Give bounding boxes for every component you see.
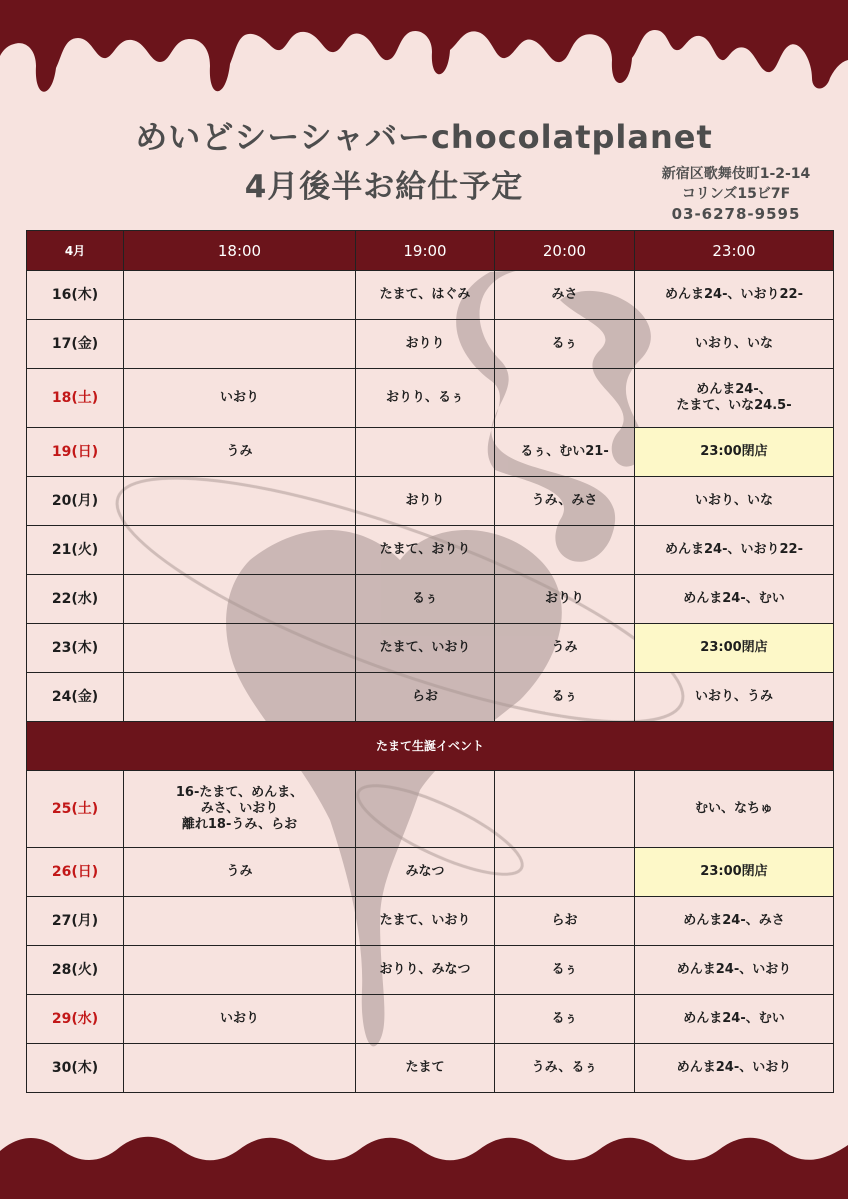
shift-cell-19: たまて、おりり (356, 526, 495, 575)
table-row (27, 771, 834, 848)
day-cell: 29(水) (27, 995, 124, 1044)
shift-cell-19: らお (356, 673, 495, 722)
shift-cell-18 (124, 624, 356, 673)
table-row (27, 271, 834, 320)
shift-cell-20 (495, 848, 635, 897)
shift-cell-20: るぅ (495, 946, 635, 995)
table-header-row (27, 231, 834, 271)
shift-cell-18 (124, 673, 356, 722)
shift-cell-23: めんま24-、みさ (635, 897, 834, 946)
shift-cell-20: るぅ (495, 673, 635, 722)
shift-cell-20: うみ、るぅ (495, 1044, 635, 1093)
column-header-19: 19:00 (356, 231, 495, 271)
day-cell: 24(金) (27, 673, 124, 722)
schedule-title: 4月後半お給仕予定 (244, 169, 524, 205)
shift-cell-19: みなつ (356, 848, 495, 897)
shift-cell-19 (356, 771, 495, 848)
shift-cell-18: いおり (124, 369, 356, 428)
shift-cell-18 (124, 477, 356, 526)
day-cell: 26(日) (27, 848, 124, 897)
shift-cell-20: らお (495, 897, 635, 946)
day-cell: 18(土) (27, 369, 124, 428)
event-banner-row (27, 722, 834, 771)
shift-cell-23: めんま24-、いおり (635, 946, 834, 995)
shift-cell-19: るぅ (356, 575, 495, 624)
shift-cell-18: いおり (124, 995, 356, 1044)
shift-cell-23: めんま24-、むい (635, 575, 834, 624)
table-row (27, 575, 834, 624)
table-row (27, 320, 834, 369)
shift-cell-23: めんま24-、いおり22- (635, 526, 834, 575)
shift-cell-23: 23:00閉店 (635, 428, 834, 477)
shift-cell-20: みさ (495, 271, 635, 320)
shift-schedule-table (26, 230, 834, 1093)
shift-cell-18 (124, 526, 356, 575)
shift-cell-19: おりり (356, 320, 495, 369)
shift-cell-20 (495, 771, 635, 848)
shift-cell-23: 23:00閉店 (635, 848, 834, 897)
column-header-18: 18:00 (124, 231, 356, 271)
shift-cell-23: むい、なちゅ (635, 771, 834, 848)
shift-cell-19: たまて、いおり (356, 897, 495, 946)
shift-cell-20: るぅ (495, 995, 635, 1044)
day-cell: 20(月) (27, 477, 124, 526)
shift-cell-19: おりり、みなつ (356, 946, 495, 995)
shift-cell-23: いおり、いな (635, 320, 834, 369)
column-header-20: 20:00 (495, 231, 635, 271)
shift-cell-19: たまて、いおり (356, 624, 495, 673)
building-line: コリンズ15ビ7F (681, 186, 791, 202)
shift-cell-19 (356, 995, 495, 1044)
chocolate-wave-bottom (0, 1129, 848, 1199)
day-cell: 27(月) (27, 897, 124, 946)
table-row (27, 848, 834, 897)
shift-cell-23: めんま24-、いおり (635, 1044, 834, 1093)
shift-cell-23: 23:00閉店 (635, 624, 834, 673)
shift-cell-19: おりり (356, 477, 495, 526)
shift-cell-20 (495, 369, 635, 428)
shift-cell-18 (124, 946, 356, 995)
table-row (27, 369, 834, 428)
shift-cell-18 (124, 271, 356, 320)
day-cell: 23(木) (27, 624, 124, 673)
phone-number: 03-6278-9595 (671, 205, 801, 223)
shift-cell-20: うみ (495, 624, 635, 673)
shift-cell-20: るぅ (495, 320, 635, 369)
event-banner: たまて生誕イベント (27, 722, 834, 771)
table-row (27, 995, 834, 1044)
shift-cell-23: めんま24-、むい (635, 995, 834, 1044)
shift-cell-18: うみ (124, 848, 356, 897)
shift-cell-19: たまて、はぐみ (356, 271, 495, 320)
day-cell: 21(火) (27, 526, 124, 575)
shop-title: めいどシーシャバーchocolatplanet (135, 118, 713, 156)
shift-cell-23: めんま24-、 たまて、いな24.5- (635, 369, 834, 428)
shift-cell-19: たまて (356, 1044, 495, 1093)
shift-cell-18 (124, 575, 356, 624)
table-row (27, 897, 834, 946)
day-cell: 16(木) (27, 271, 124, 320)
table-row (27, 526, 834, 575)
day-cell: 25(土) (27, 771, 124, 848)
table-row (27, 1044, 834, 1093)
table-row (27, 624, 834, 673)
shift-cell-23: いおり、いな (635, 477, 834, 526)
shift-cell-18: うみ (124, 428, 356, 477)
day-cell: 28(火) (27, 946, 124, 995)
day-cell: 22(水) (27, 575, 124, 624)
shift-cell-20: おりり (495, 575, 635, 624)
table-row (27, 673, 834, 722)
shift-cell-23: めんま24-、いおり22- (635, 271, 834, 320)
shift-cell-23: いおり、うみ (635, 673, 834, 722)
table-row (27, 428, 834, 477)
shift-cell-20: うみ、みさ (495, 477, 635, 526)
shift-cell-18 (124, 1044, 356, 1093)
day-cell: 17(金) (27, 320, 124, 369)
shift-cell-18 (124, 320, 356, 369)
table-row (27, 946, 834, 995)
column-header-month: 4月 (27, 231, 124, 271)
shift-cell-20: るぅ、むい21- (495, 428, 635, 477)
shift-cell-20 (495, 526, 635, 575)
shift-cell-19 (356, 428, 495, 477)
shift-cell-18 (124, 897, 356, 946)
shift-cell-18: 16-たまて、めんま、 みさ、いおり 離れ18-うみ、らお (124, 771, 356, 848)
day-cell: 30(木) (27, 1044, 124, 1093)
shift-cell-19: おりり、るぅ (356, 369, 495, 428)
day-cell: 19(日) (27, 428, 124, 477)
address-line: 新宿区歌舞伎町1-2-14 (661, 166, 811, 182)
table-row (27, 477, 834, 526)
column-header-23: 23:00 (635, 231, 834, 271)
